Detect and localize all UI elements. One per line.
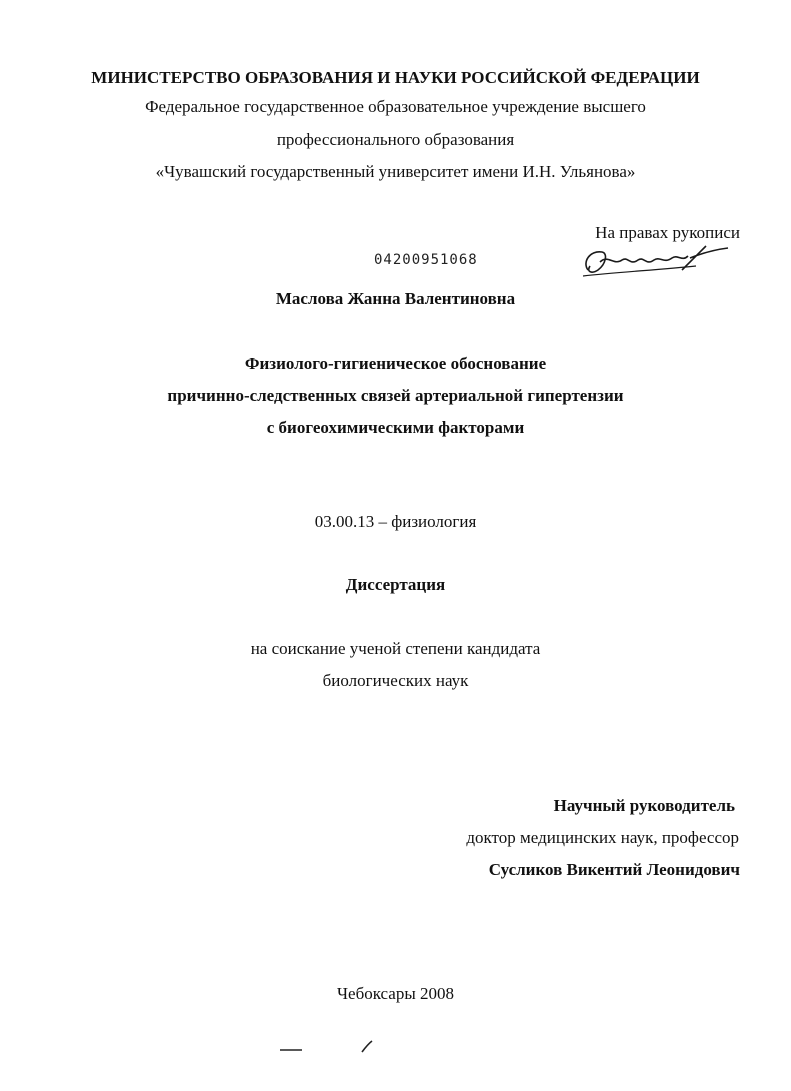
manuscript-note: На правах рукописи xyxy=(595,223,740,242)
dissertation-title-line-2: причинно-следственных связей артериальной гипертензии xyxy=(167,386,624,405)
supervisor-heading: Научный руководитель xyxy=(553,796,735,815)
dissertation-title-line-1: Физиолого-гигиеническое обоснование xyxy=(244,354,547,373)
specialty-code: 03.00.13 – физиология xyxy=(314,512,477,531)
supervisor-credentials: доктор медицинских наук, профессор xyxy=(466,828,739,847)
degree-line-1: на соискание ученой степени кандидата xyxy=(250,639,541,658)
degree-line-2: биологических наук xyxy=(322,671,469,690)
university-name: «Чувашский государственный университет имени И.Н. Ульянова» xyxy=(155,162,636,181)
registration-number: 04200951068 xyxy=(374,252,478,268)
author-name: Маслова Жанна Валентиновна xyxy=(275,289,516,308)
signature-icon xyxy=(578,240,738,284)
city-year: Чебоксары 2008 xyxy=(336,984,455,1003)
institution-line-1: Федеральное государственное образовательное учреждение высшего xyxy=(145,97,646,116)
pen-stroke-mark-icon xyxy=(270,1036,380,1056)
dissertation-title-line-3: с биогеохимическими факторами xyxy=(266,418,525,437)
supervisor-name: Сусликов Викентий Леонидович xyxy=(488,860,740,879)
document-type: Диссертация xyxy=(345,575,446,594)
institution-line-2: профессионального образования xyxy=(276,130,515,149)
ministry-heading: МИНИСТЕРСТВО ОБРАЗОВАНИЯ И НАУКИ РОССИЙСКОЙ ФЕДЕРАЦИИ xyxy=(91,68,700,87)
